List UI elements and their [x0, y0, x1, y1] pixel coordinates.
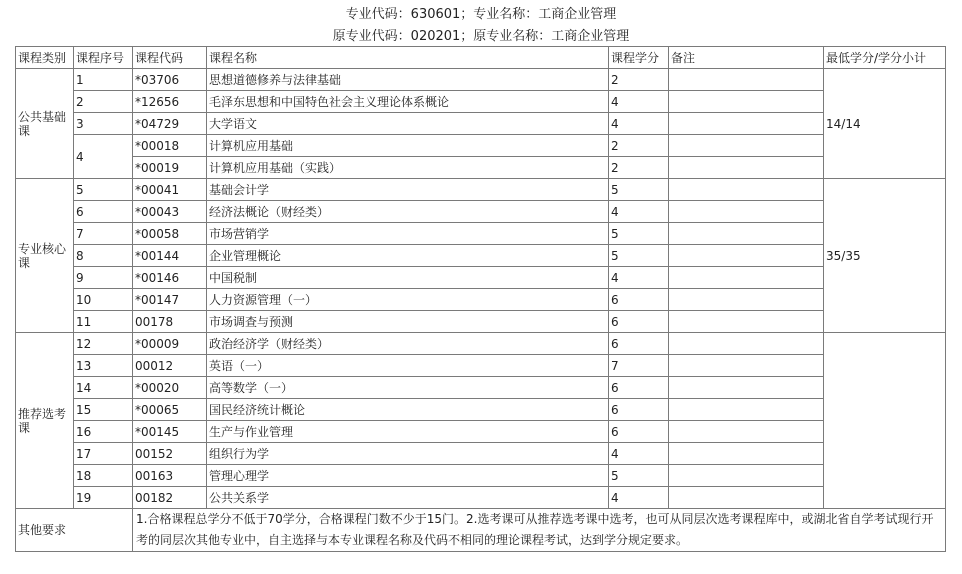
cell-credit: 6 [609, 311, 669, 333]
cell-name: 计算机应用基础 [207, 135, 609, 157]
cell-note [669, 245, 824, 267]
cell-credit: 2 [609, 69, 669, 91]
cell-seq: 6 [74, 201, 133, 223]
table-row [16, 223, 946, 245]
cell-note [669, 223, 824, 245]
cell-seq: 15 [74, 399, 133, 421]
cell-code: *00041 [133, 179, 207, 201]
cell-credit: 4 [609, 443, 669, 465]
table-row [16, 355, 946, 377]
cell-note [669, 69, 824, 91]
cell-code: 00152 [133, 443, 207, 465]
cell-name: 国民经济统计概论 [207, 399, 609, 421]
header-credit: 课程学分 [609, 47, 669, 69]
table-row [16, 267, 946, 289]
table-row [16, 421, 946, 443]
cell-note [669, 377, 824, 399]
cell-code: 00178 [133, 311, 207, 333]
curriculum-table [15, 46, 946, 552]
cell-seq: 18 [74, 465, 133, 487]
other-requirements-row [16, 509, 946, 552]
header-code: 课程代码 [133, 47, 207, 69]
cell-note [669, 135, 824, 157]
cell-seq: 19 [74, 487, 133, 509]
cell-credit: 6 [609, 377, 669, 399]
cell-name: 人力资源管理（一） [207, 289, 609, 311]
category-elective: 推荐选考课 [16, 333, 74, 509]
table-row [16, 333, 946, 355]
cell-name: 经济法概论（财经类） [207, 201, 609, 223]
cell-note [669, 157, 824, 179]
table-row [16, 377, 946, 399]
cell-note [669, 399, 824, 421]
cell-name: 企业管理概论 [207, 245, 609, 267]
table-row [16, 311, 946, 333]
cell-note [669, 355, 824, 377]
cell-code: *00147 [133, 289, 207, 311]
cell-credit: 5 [609, 179, 669, 201]
cell-seq: 12 [74, 333, 133, 355]
cell-credit: 6 [609, 333, 669, 355]
header-seq: 课程序号 [74, 47, 133, 69]
cell-note [669, 289, 824, 311]
table-header-row [16, 47, 946, 69]
table-row [16, 289, 946, 311]
cell-code: *12656 [133, 91, 207, 113]
cell-seq: 9 [74, 267, 133, 289]
cell-code: *00009 [133, 333, 207, 355]
cell-code: *00019 [133, 157, 207, 179]
cell-seq: 16 [74, 421, 133, 443]
cell-seq: 5 [74, 179, 133, 201]
cell-code: 00182 [133, 487, 207, 509]
cell-note [669, 113, 824, 135]
header-name: 课程名称 [207, 47, 609, 69]
category-core: 专业核心课 [16, 179, 74, 333]
table-row [16, 157, 946, 179]
cell-seq: 2 [74, 91, 133, 113]
cell-name: 基础会计学 [207, 179, 609, 201]
table-row [16, 69, 946, 91]
cell-name: 思想道德修养与法律基础 [207, 69, 609, 91]
table-row [16, 91, 946, 113]
cell-credit: 5 [609, 465, 669, 487]
table-row [16, 113, 946, 135]
other-requirements-text: 1.合格课程总学分不低于70学分，合格课程门数不少于15门。2.选考课可从推荐选考课中选考，也可从同层次选考课程库中，或湖北省自学考试现行开考的同层次其他专业中，自主选择与本专业课程名称及代码不相同的理论课程考试，达到学分规定要求。 [133, 509, 946, 552]
cell-seq: 1 [74, 69, 133, 91]
table-row [16, 179, 946, 201]
cell-name: 英语（一） [207, 355, 609, 377]
cell-note [669, 311, 824, 333]
cell-code: *00146 [133, 267, 207, 289]
cell-credit: 6 [609, 289, 669, 311]
cell-name: 市场调查与预测 [207, 311, 609, 333]
cell-code: *04729 [133, 113, 207, 135]
cell-note [669, 465, 824, 487]
cell-note [669, 179, 824, 201]
header-subtotal: 最低学分/学分小计 [824, 47, 946, 69]
cell-seq: 4 [74, 135, 133, 179]
cell-note [669, 421, 824, 443]
cell-credit: 4 [609, 91, 669, 113]
table-row [16, 487, 946, 509]
page-header [0, 4, 962, 48]
cell-name: 生产与作业管理 [207, 421, 609, 443]
cell-code: *00043 [133, 201, 207, 223]
table-row [16, 443, 946, 465]
table-row [16, 465, 946, 487]
cell-name: 管理心理学 [207, 465, 609, 487]
cell-seq: 8 [74, 245, 133, 267]
cell-code: *00020 [133, 377, 207, 399]
cell-credit: 4 [609, 487, 669, 509]
cell-name: 大学语文 [207, 113, 609, 135]
table-row [16, 201, 946, 223]
cell-name: 计算机应用基础（实践） [207, 157, 609, 179]
cell-seq: 3 [74, 113, 133, 135]
cell-code: *00065 [133, 399, 207, 421]
cell-credit: 6 [609, 399, 669, 421]
cell-seq: 11 [74, 311, 133, 333]
cell-note [669, 487, 824, 509]
cell-name: 公共关系学 [207, 487, 609, 509]
cell-credit: 4 [609, 267, 669, 289]
subtotal-public: 14/14 [824, 69, 946, 179]
cell-code: 00163 [133, 465, 207, 487]
cell-code: *00144 [133, 245, 207, 267]
cell-credit: 2 [609, 135, 669, 157]
cell-code: *00018 [133, 135, 207, 157]
cell-name: 政治经济学（财经类） [207, 333, 609, 355]
original-major-code-line: 原专业代码：020201；原专业名称：工商企业管理 [332, 29, 630, 44]
cell-credit: 6 [609, 421, 669, 443]
cell-credit: 2 [609, 157, 669, 179]
cell-name: 高等数学（一） [207, 377, 609, 399]
cell-seq: 13 [74, 355, 133, 377]
cell-name: 市场营销学 [207, 223, 609, 245]
category-other: 其他要求 [16, 509, 133, 552]
subtotal-elective [824, 333, 946, 509]
cell-seq: 7 [74, 223, 133, 245]
cell-credit: 7 [609, 355, 669, 377]
cell-credit: 4 [609, 113, 669, 135]
table-row [16, 399, 946, 421]
cell-credit: 5 [609, 245, 669, 267]
cell-name: 组织行为学 [207, 443, 609, 465]
cell-name: 毛泽东思想和中国特色社会主义理论体系概论 [207, 91, 609, 113]
cell-note [669, 443, 824, 465]
header-note: 备注 [669, 47, 824, 69]
header-category: 课程类别 [16, 47, 74, 69]
cell-code: *03706 [133, 69, 207, 91]
major-code-line: 专业代码：630601；专业名称：工商企业管理 [345, 7, 617, 22]
cell-code: *00058 [133, 223, 207, 245]
subtotal-core: 35/35 [824, 179, 946, 333]
cell-credit: 5 [609, 223, 669, 245]
cell-note [669, 201, 824, 223]
category-public: 公共基础课 [16, 69, 74, 179]
cell-code: 00012 [133, 355, 207, 377]
table-row [16, 135, 946, 157]
cell-note [669, 267, 824, 289]
cell-name: 中国税制 [207, 267, 609, 289]
cell-code: *00145 [133, 421, 207, 443]
cell-seq: 17 [74, 443, 133, 465]
cell-seq: 14 [74, 377, 133, 399]
cell-note [669, 333, 824, 355]
table-row [16, 245, 946, 267]
cell-credit: 4 [609, 201, 669, 223]
cell-note [669, 91, 824, 113]
cell-seq: 10 [74, 289, 133, 311]
